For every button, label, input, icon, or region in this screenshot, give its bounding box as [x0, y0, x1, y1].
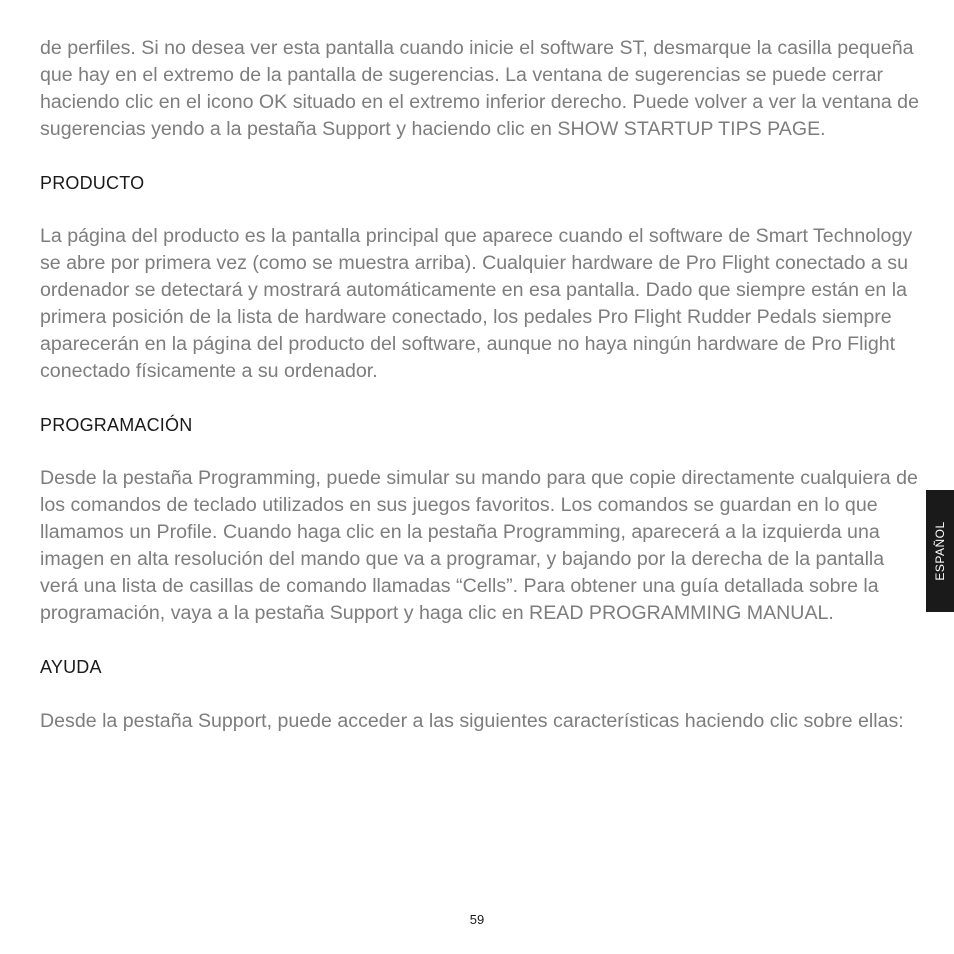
- page-number: 59: [469, 912, 485, 927]
- heading-producto: PRODUCTO: [40, 172, 145, 193]
- language-label: ESPAÑOL: [933, 521, 947, 581]
- heading-ayuda: AYUDA: [40, 656, 102, 677]
- ayuda-paragraph: Desde la pestaña Support, puede acceder a las siguientes características haciendo clic sobre ellas:: [40, 709, 904, 732]
- producto-paragraph: La página del producto es la pantalla principal que aparece cuando el software de Smart Technology se abre por primera vez (como se muestra arriba). Cualquier hardware de Pro Flight conectado a su ordenador se detectará y mostrará automáticamente en esa pantalla. Dado que siempre están en la primera posición de la lista de hardware conectado, los pedales Pro Flight Rudder Pedals siempre aparecerán en la página del producto del software, aunque no haya ningún hardware de Pro Flight conectado físicamente a su ordenador.: [40, 225, 913, 382]
- intro-paragraph: de perfiles. Si no desea ver esta pantalla cuando inicie el software ST, desmarque la casilla pequeña que hay en el extremo de la pantalla de sugerencias. La ventana de sugerencias se puede cerrar haciendo clic en el icono OK situado en el extremo inferior derecho. Puede volver a ver la ventana de sugerencias yendo a la pestaña Support y haciendo clic en SHOW STARTUP TIPS PAGE.: [40, 37, 919, 140]
- language-side-tab: [926, 490, 954, 612]
- document-body: [40, 35, 920, 734]
- heading-programacion: PROGRAMACIÓN: [40, 414, 193, 435]
- programacion-paragraph: Desde la pestaña Programming, puede simular su mando para que copie directamente cualquiera de los comandos de teclado utilizados en sus juegos favoritos. Los comandos se guardan en lo que llamamos un Profile. Cuando haga clic en la pestaña Programming, aparecerá a la izquierda una imagen en alta resolución del mando que va a programar, y bajando por la derecha de la pantalla verá una lista de casillas de comando llamadas “Cells”. Para obtener una guía detallada sobre la programación, vaya a la pestaña Support y haga clic en READ PROGRAMMING MANUAL.: [40, 467, 918, 624]
